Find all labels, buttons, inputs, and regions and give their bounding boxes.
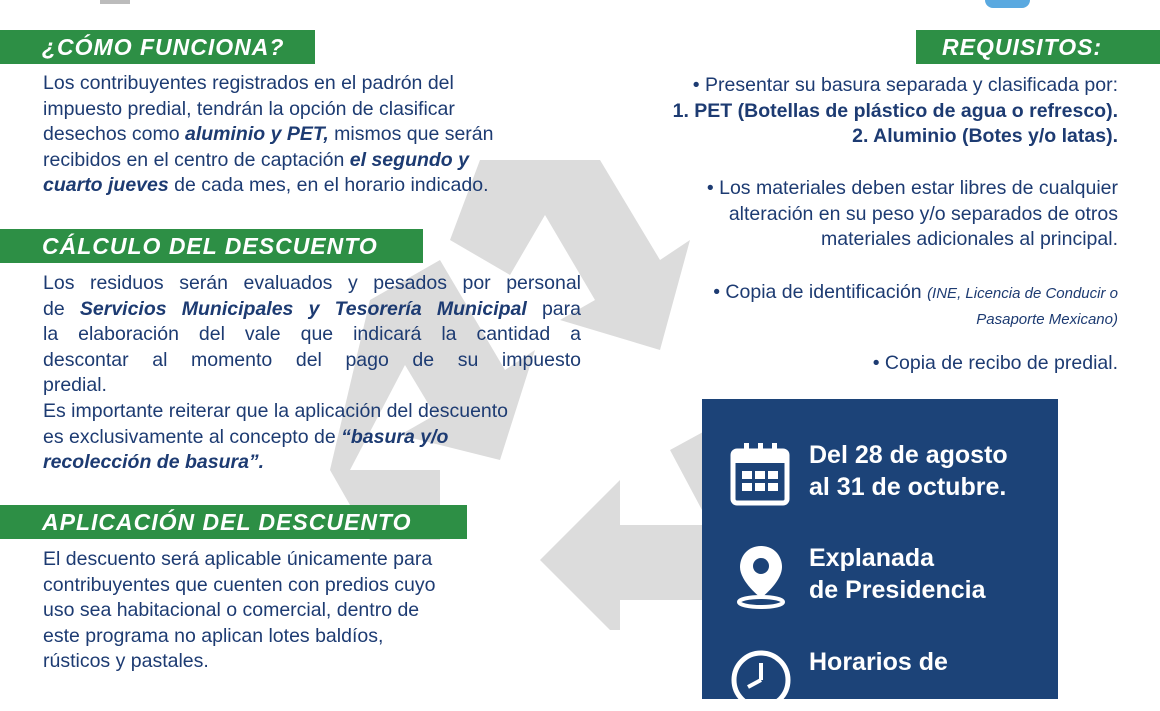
event-hours: Horarios de	[809, 648, 948, 676]
clock-icon	[730, 649, 792, 711]
event-dates: Del 28 de agosto al 31 de octubre.	[809, 441, 1008, 501]
section-title-aplicacion: APLICACIÓN DEL DESCUENTO	[0, 505, 467, 539]
requisito-identificacion: • Copia de identificación (INE, Licencia de Conducir o Pasaporte Mexicano)	[713, 281, 1118, 328]
calculo-text: Los residuos serán evaluados y pesados por personal de Servicios Municipales y Tesorería Municipal para la elaboración del vale que indicará la cantidad a descontar al momento del pago de su impuesto predial. Es importante reiterar que la aplicación del descuento es exclusivamente al concepto de “basura y/o recolección de basura”.	[43, 272, 581, 474]
aplicacion-text: El descuento será aplicable únicamente para contribuyentes que cuenten con predios cuyo uso sea habitacional o comercial, dentro de este programa no aplican lotes baldíos, rústicos y pastales.	[43, 548, 436, 673]
top-decoration	[100, 0, 130, 4]
event-info-box	[702, 399, 1058, 699]
requisito-recibo: • Copia de recibo de predial.	[872, 352, 1118, 374]
requisito-materiales: • Los materiales deben estar libres de cualquier alteración en su peso y/o separados de otros materiales adicionales al principal.	[706, 177, 1118, 251]
requisito-separada: • Presentar su basura separada y clasificada por: 1. PET (Botellas de plástico de agua o refresco). 2. Aluminio (Botes y/o latas).	[672, 74, 1118, 148]
como-funciona-text: Los contribuyentes registrados en el padrón del impuesto predial, tendrán la opción de clasificar desechos como aluminio y PET, mismos que serán recibidos en el centro de captación el segundo y cuarto jueves de cada mes, en el horario indicado.	[43, 72, 494, 197]
event-place: Explanada de Presidencia	[809, 544, 986, 604]
location-pin-icon	[736, 544, 786, 610]
section-title-calculo: CÁLCULO DEL DESCUENTO	[0, 229, 423, 263]
section-title-requisitos: REQUISITOS:	[916, 30, 1160, 64]
section-title-como-funciona: ¿CÓMO FUNCIONA?	[0, 30, 315, 64]
calendar-icon	[730, 441, 790, 507]
top-decoration	[985, 0, 1030, 8]
